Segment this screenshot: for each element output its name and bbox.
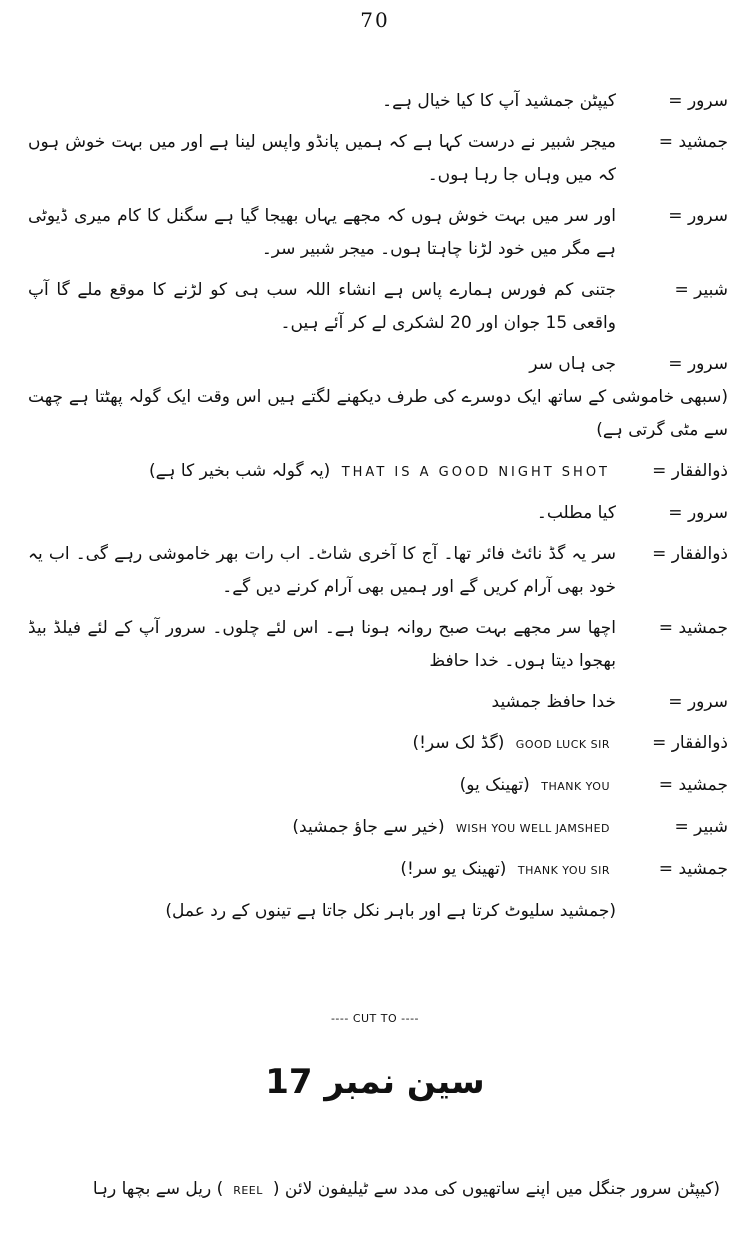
dialogue-text: سر یہ گڈ نائٹ فائر تھا۔ آج کا آخری شاٹ۔ اب رات بھر خاموشی رہے گی۔ اب یہ خود بھی آرام کریں گے اور ہمیں بھی آرام کرنے دیں گے۔ <box>28 544 616 597</box>
dialogue-text: خدا حافظ جمشید <box>491 692 616 712</box>
dialogue-entry <box>28 126 728 192</box>
dialogue-text: کیا مطلب۔ <box>536 503 616 523</box>
english-line: THANK YOU SIR <box>517 864 610 877</box>
dialogue-entry <box>28 85 728 118</box>
dialogue-entry <box>28 348 728 381</box>
dialogue-text: جتنی کم فورس ہمارے پاس ہے انشاء اللہ سب ہی کو لڑنے کا موقع ملے گا آپ واقعی 15 جوان اور 20 لشکری لے کر آئے ہیں۔ <box>28 280 616 333</box>
urdu-translation: (تھینک یو سر!) <box>400 859 507 879</box>
speaker-name: سرور = <box>616 686 728 719</box>
dialogue-text <box>28 853 616 887</box>
dialogue-entry <box>28 455 728 489</box>
urdu-translation: (گڈ لک سر!) <box>412 733 505 753</box>
urdu-translation: (یہ گولہ شب بخیر کا ہے) <box>148 461 331 481</box>
dialogue-text: اور سر میں بہت خوش ہوں کہ مجھے یہاں بھیجا گیا ہے سگنل کا کام میری ڈیوٹی ہے مگر میں خود لڑنا چاہتا ہوں۔ میجر شبیر سر۔ <box>28 206 616 259</box>
speaker-name: جمشید = <box>616 612 728 645</box>
dialogue-text <box>28 811 616 845</box>
screenplay-body <box>28 85 728 928</box>
english-line: GOOD LUCK SIR <box>515 738 610 751</box>
dialogue-entry <box>28 538 728 604</box>
dialogue-text: کیپٹن جمشید آپ کا کیا خیال ہے۔ <box>382 91 616 111</box>
english-line: WISH YOU WELL JAMSHED <box>455 822 610 835</box>
speaker-name: شبیر = <box>616 811 728 844</box>
dialogue-text: میجر شبیر نے درست کہا ہے کہ ہمیں پانڈو واپس لینا ہے اور میں بہت خوش ہوں کہ میں وہاں جا رہا ہوں۔ <box>28 132 616 185</box>
speaker-name: ذوالفقار = <box>616 455 728 488</box>
urdu-translation: (خیر سے جاؤ جمشید) <box>292 817 445 837</box>
dialogue-entry <box>28 612 728 678</box>
scene-description-end: ) ریل سے بچھا رہا <box>92 1179 224 1199</box>
dialogue-text <box>28 727 616 761</box>
dialogue-entry <box>28 769 728 803</box>
stage-direction-text: (سبھی خاموشی کے ساتھ ایک دوسرے کی طرف دیکھنے لگتے ہیں اس وقت ایک گولہ پھٹتا ہے چھت سے مٹی گرتی ہے) <box>28 387 728 440</box>
english-line: THAT IS A GOOD NIGHT SHOT <box>341 465 610 480</box>
dialogue-entry <box>28 727 728 761</box>
dialogue-text: اچھا سر مجھے بہت صبح روانہ ہونا ہے۔ اس لئے چلوں۔ سرور آپ کے لئے فیلڈ بیڈ بھجوا دیتا ہوں۔ خدا حافظ <box>28 618 616 671</box>
scene-description-start: (کیپٹن سرور جنگل میں اپنے ساتھیوں کی مدد سے ٹیلیفون لائن ( <box>272 1179 720 1199</box>
speaker-name: سرور = <box>616 348 728 381</box>
speaker-name: ذوالفقار = <box>616 727 728 760</box>
dialogue-text <box>28 455 616 489</box>
dialogue-text <box>28 769 616 803</box>
dialogue-entry <box>28 200 728 266</box>
dialogue-entry <box>28 497 728 530</box>
speaker-name: جمشید = <box>616 853 728 886</box>
speaker-name: سرور = <box>616 200 728 233</box>
scene-description <box>20 1178 720 1199</box>
scene-heading: سین نمبر 17 <box>265 1062 485 1102</box>
speaker-name: شبیر = <box>616 274 728 307</box>
speaker-name: جمشید = <box>616 126 728 159</box>
dialogue-entry <box>28 853 728 887</box>
dialogue-entry <box>28 686 728 719</box>
speaker-name: سرور = <box>616 85 728 118</box>
english-line: THANK YOU <box>541 780 610 793</box>
speaker-name: ذوالفقار = <box>616 538 728 571</box>
urdu-translation: (تھینک یو) <box>459 775 530 795</box>
dialogue-text: جی ہاں سر <box>529 354 616 374</box>
speaker-name: سرور = <box>616 497 728 530</box>
dialogue-entry <box>28 811 728 845</box>
english-term: REEL <box>233 1184 263 1197</box>
closing-stage-direction: (جمشید سلیوٹ کرتا ہے اور باہر نکل جاتا ہے تینوں کے رد عمل) <box>165 901 616 921</box>
dialogue-entry <box>28 274 728 340</box>
cut-to-transition: ---- CUT TO ---- <box>330 1012 420 1025</box>
page-number: 70 <box>360 8 390 32</box>
stage-direction <box>28 381 728 447</box>
speaker-name: جمشید = <box>616 769 728 802</box>
